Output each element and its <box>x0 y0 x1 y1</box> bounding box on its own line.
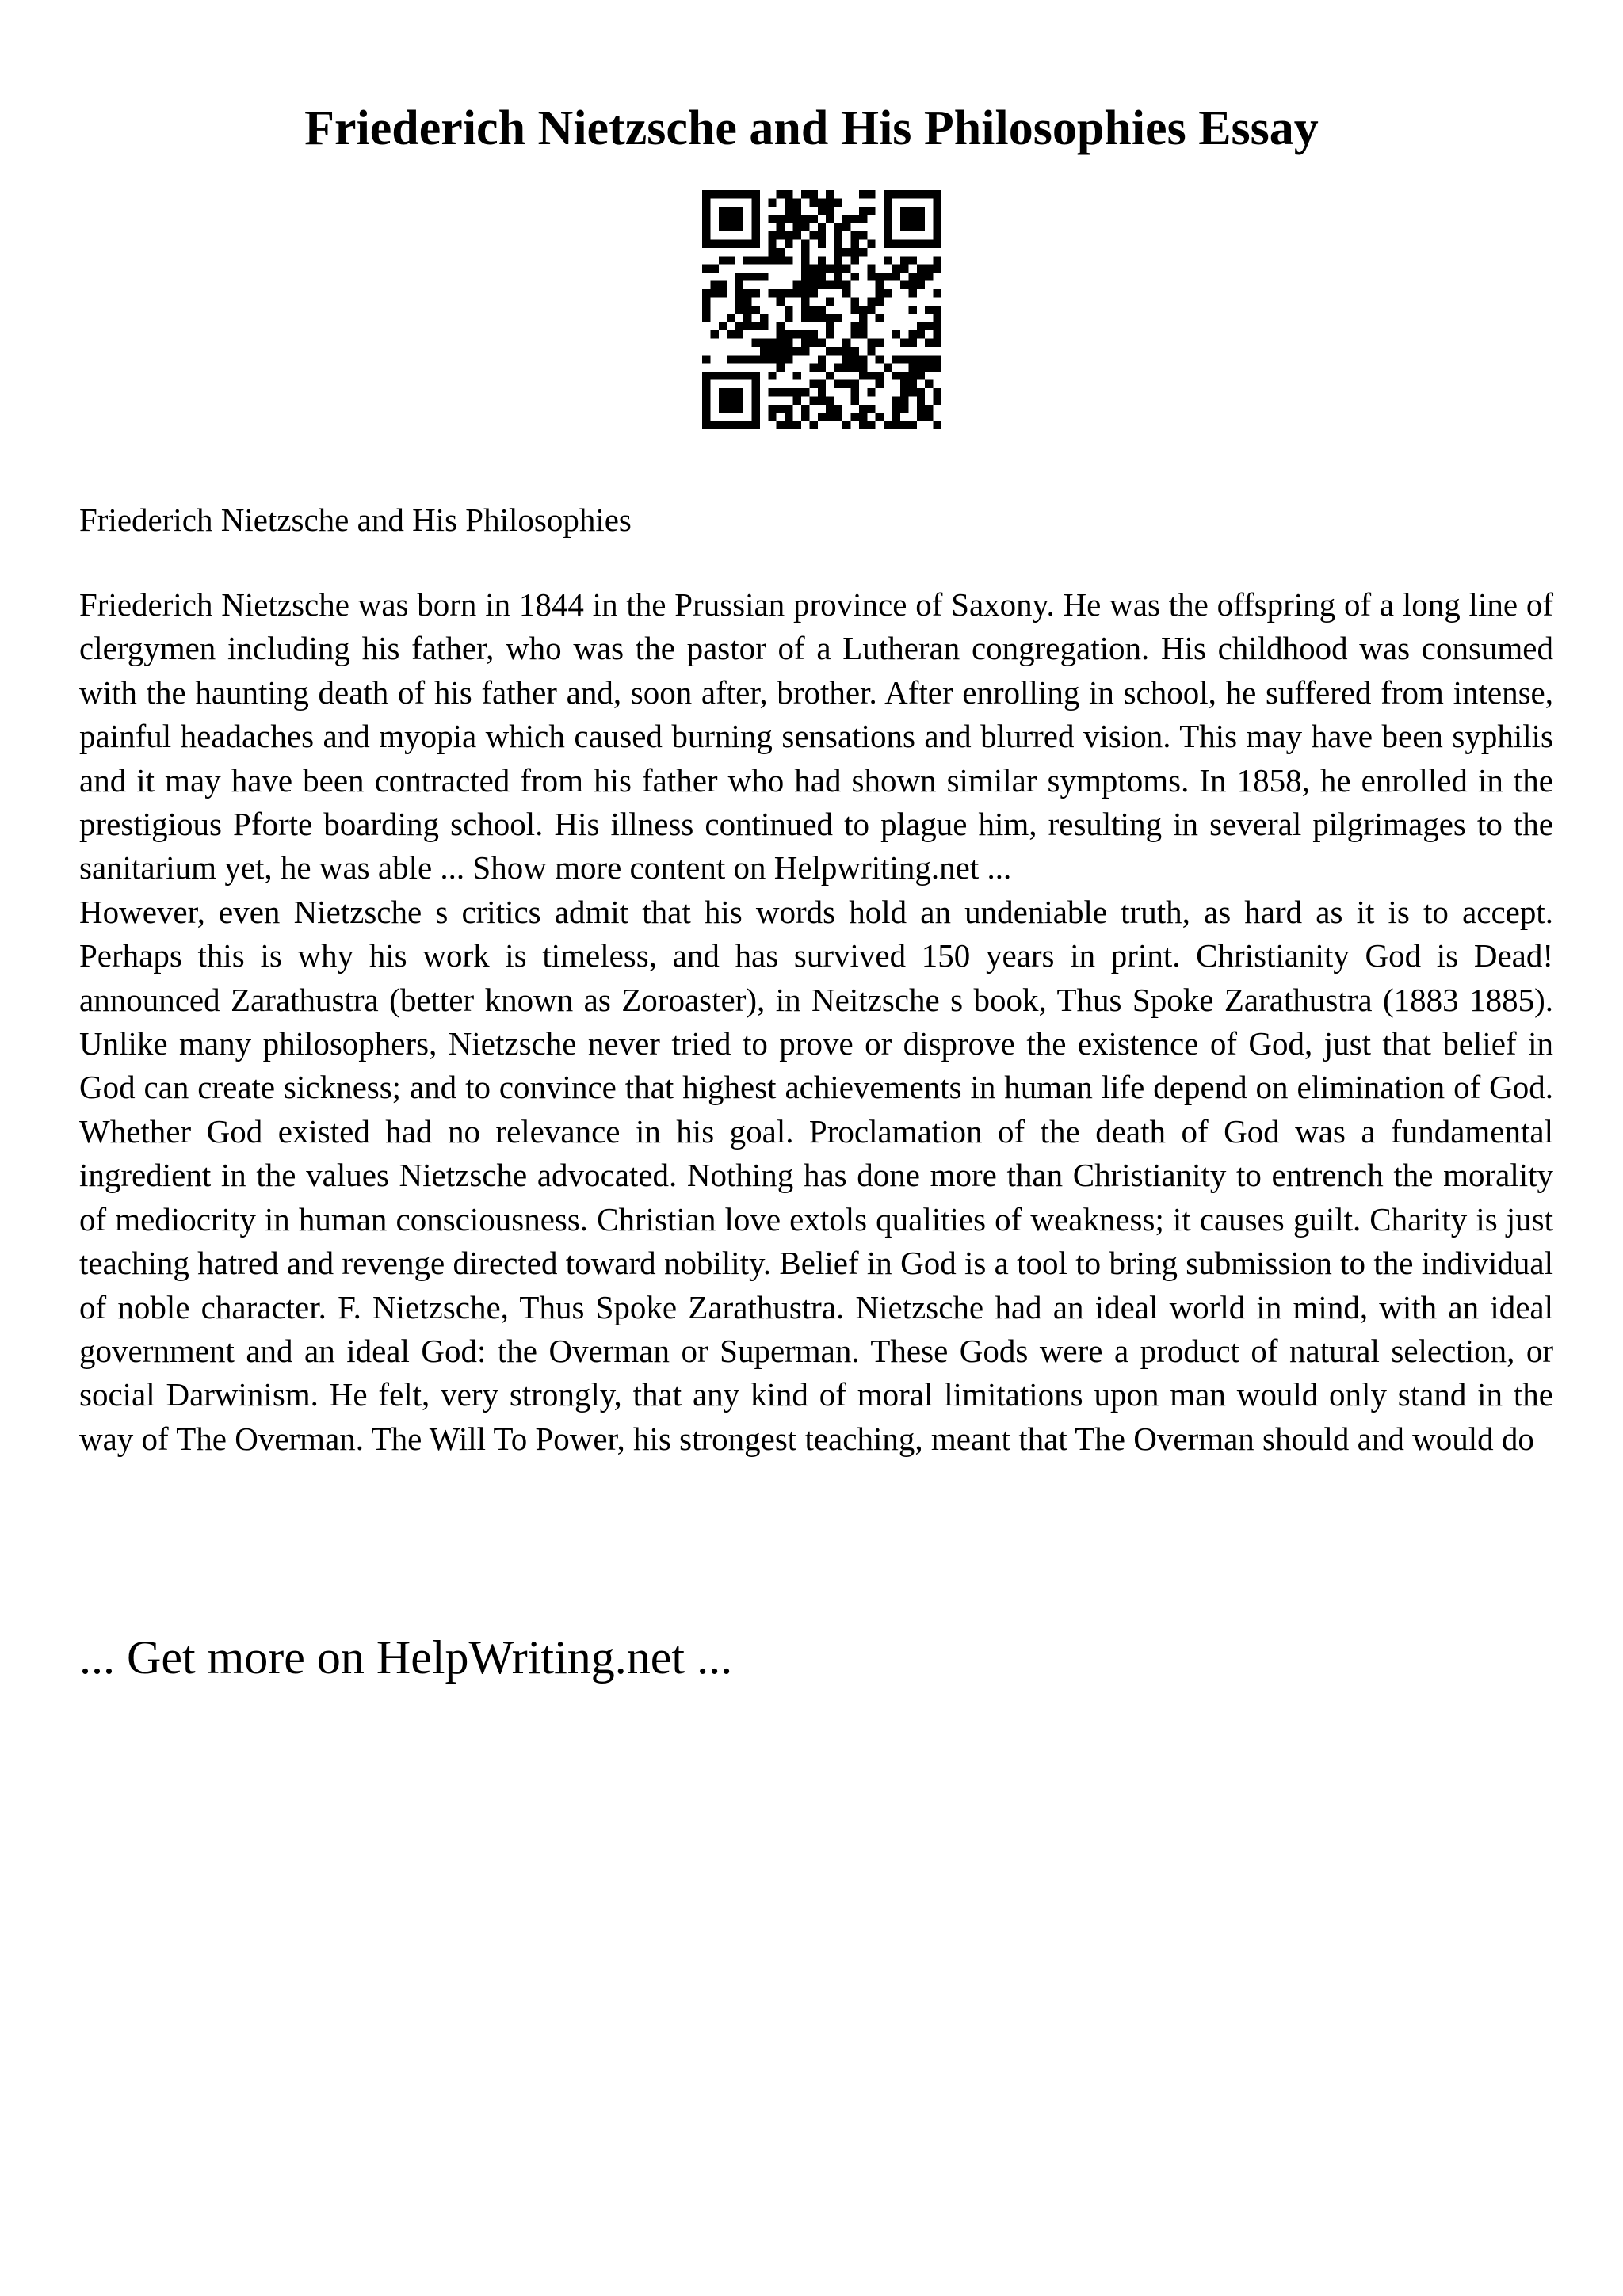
paragraph-2: However, even Nietzsche s critics admit that his words hold an undeniable truth, as hard as it is to accept. Perhaps this is why his work is timeless, and has survived 150 years in print. Christianity God is Dead! announced Zarathustra (better known as Zoroaster), in Neitzsche s book, Thus Spoke Zarathustra (1883 1885). Unlike many philosophers, Nietzsche never tried to prove or disprove the existence of God, just that belief in God can create sickness; and to convince that highest achievements in human life depend on elimination of God. Whether God existed had no relevance in his goal. Proclamation of the death of God was a fundamental ingredient in the values Nietzsche advocated. Nothing has done more than Christianity to entrench the morality of mediocrity in human consciousness. Christian love extols qualities of weakness; it causes guilt. Charity is just teaching hatred and revenge directed toward nobility. Belief in God is a tool to bring submission to the individual of noble character. F. Nietzsche, Thus Spoke Zarathustra. Nietzsche had an ideal world in mind, with an ideal government and an ideal God: the Overman or Superman. These Gods were a product of natural selection, or social Darwinism. He felt, very strongly, that any kind of moral limitations upon man would only stand in the way of The Overman. The Will To Power, his strongest teaching, meant that The Overman should and would do <box>79 893 1553 1457</box>
get-more-link[interactable]: ... Get more on HelpWriting.net ... <box>79 1631 733 1684</box>
document-title: Friederich Nietzsche and His Philosophies Essay <box>304 101 1319 155</box>
qr-code-graphic <box>702 190 941 429</box>
document-subtitle: Friederich Nietzsche and His Philosophies <box>79 502 632 538</box>
qr-code-icon <box>702 190 941 429</box>
document-body <box>79 583 1553 1461</box>
paragraph-1: Friederich Nietzsche was born in 1844 in the Prussian province of Saxony. He was the offspring of a long line of clergymen including his father, who was the pastor of a Lutheran congregation. His childhood was consumed with the haunting death of his father and, soon after, brother. After enrolling in school, he suffered from intense, painful headaches and myopia which caused burning sensations and blurred vision. This may have been syphilis and it may have been contracted from his father who had shown similar symptoms. In 1858, he enrolled in the prestigious Pforte boarding school. His illness continued to plague him, resulting in several pilgrimages to the sanitarium yet, he was able ... Show more content on Helpwriting.net ... <box>79 586 1553 887</box>
